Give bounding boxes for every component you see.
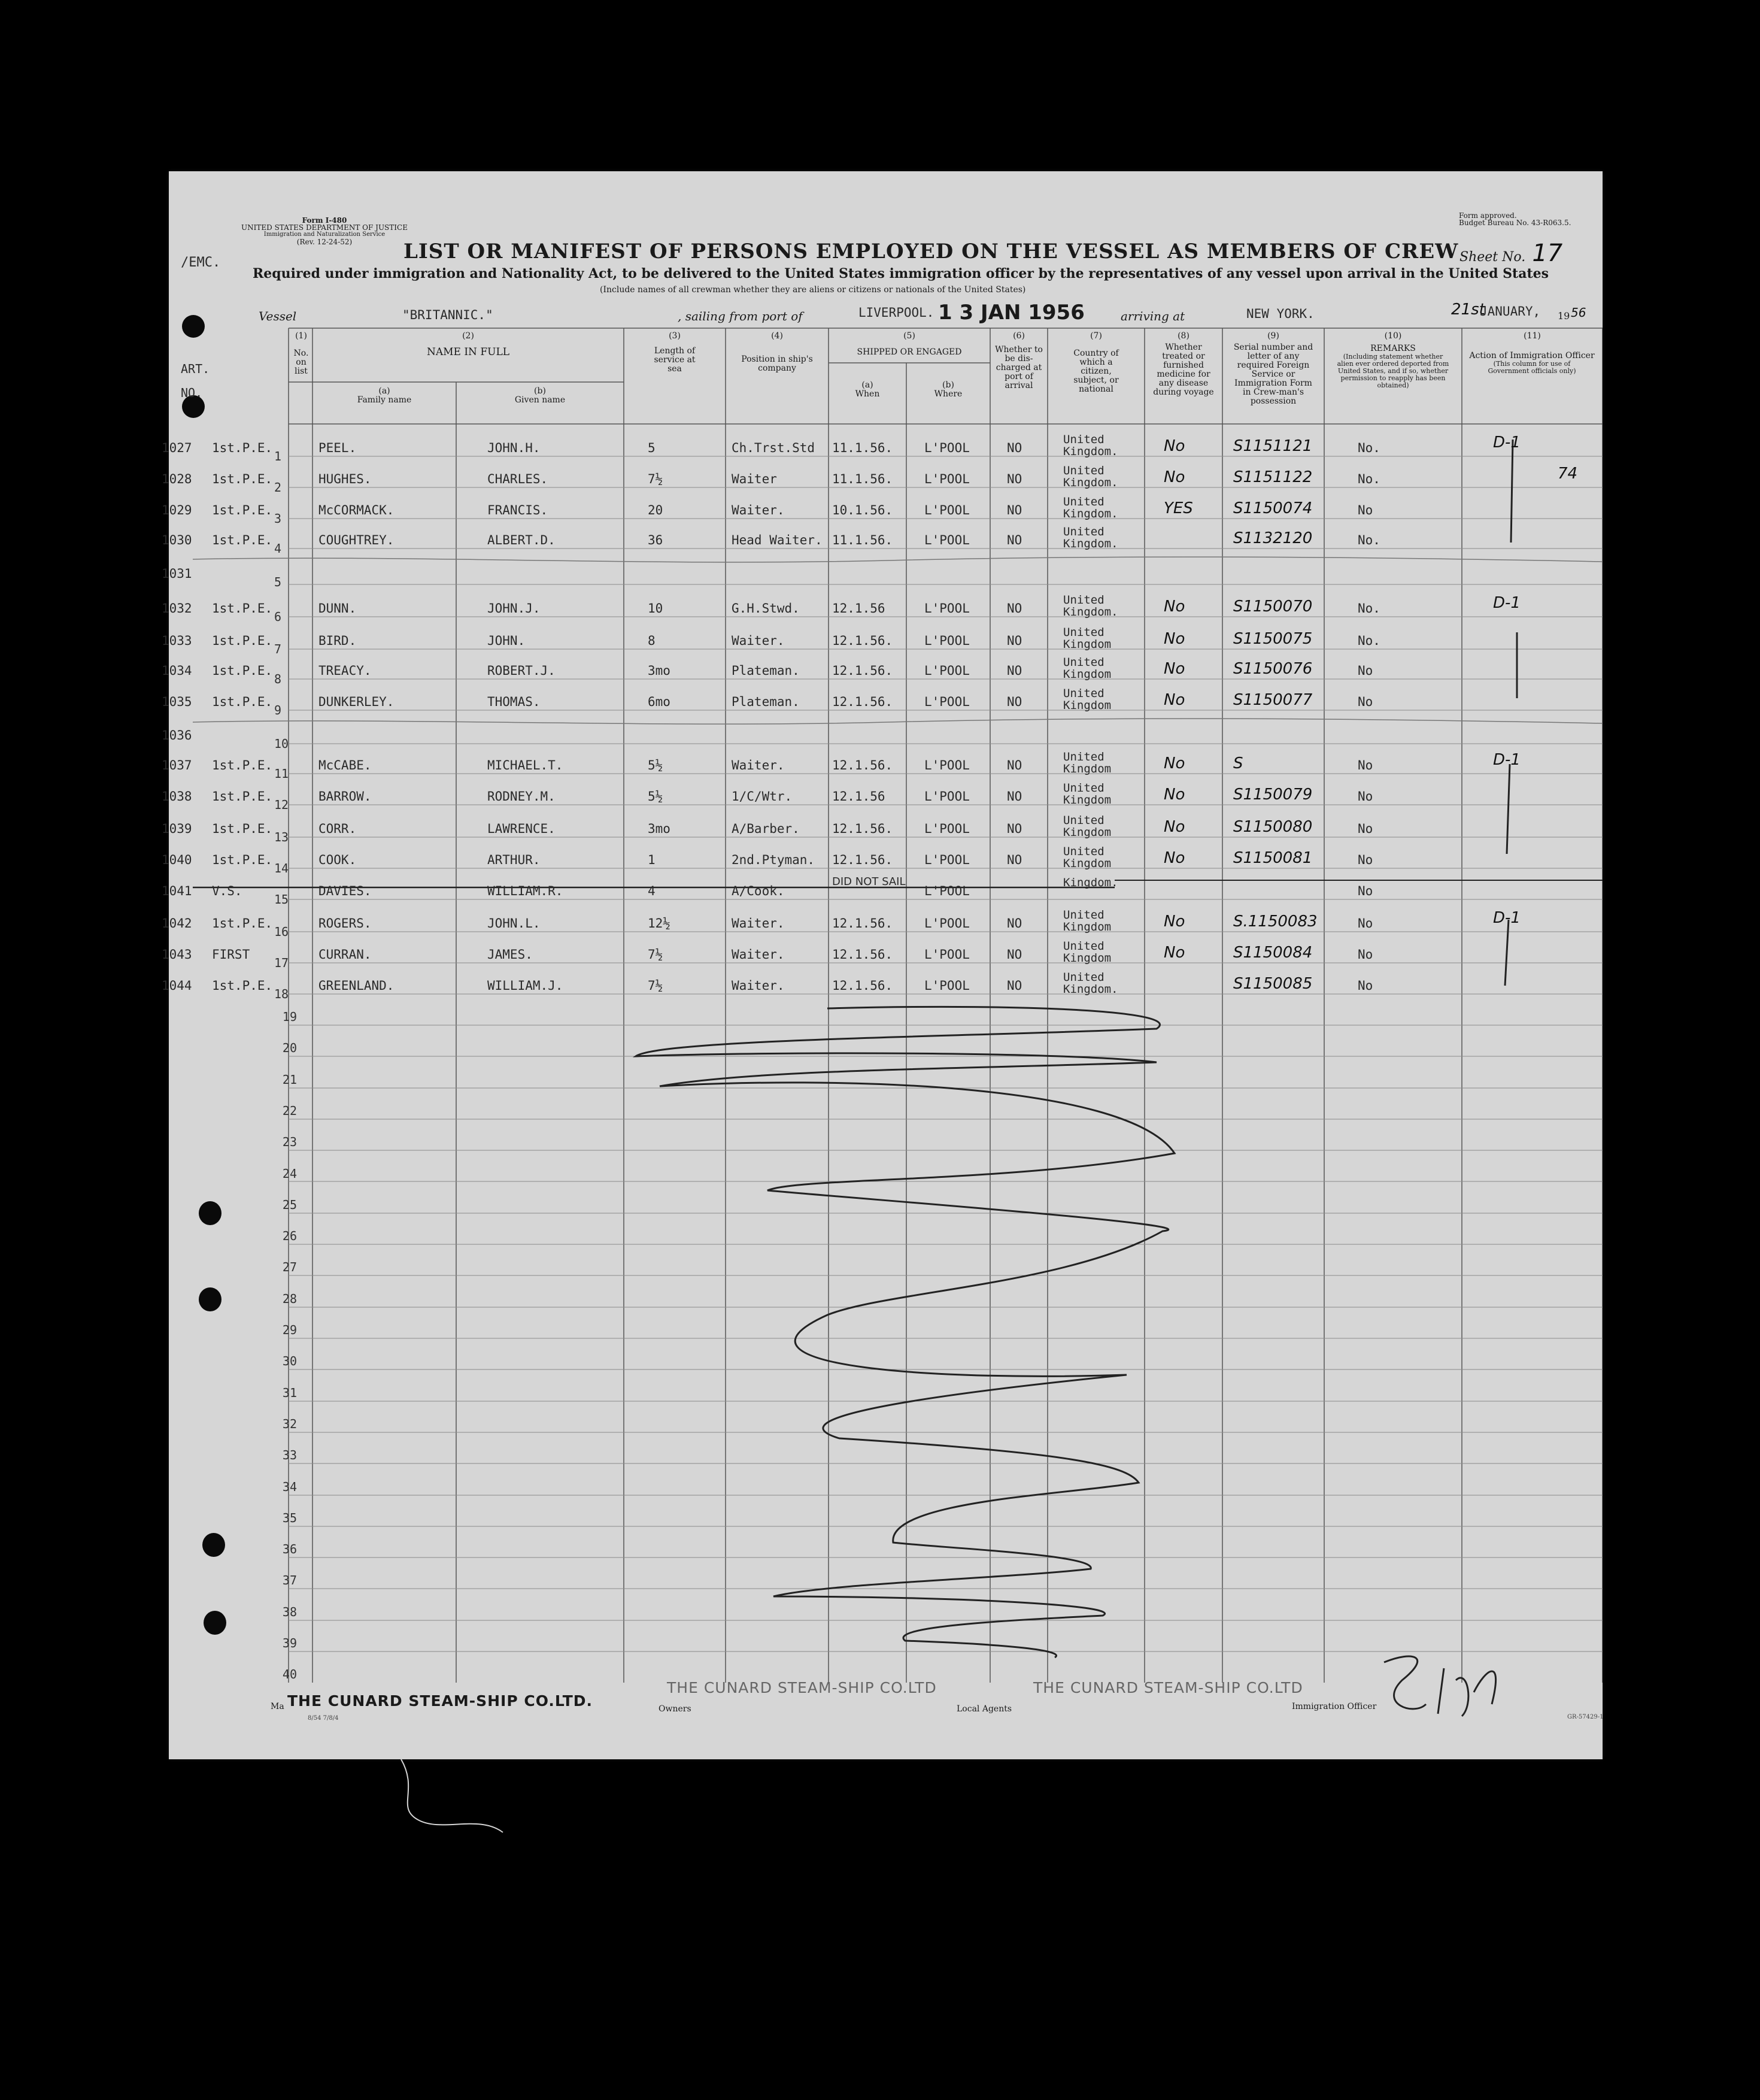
shipped-when: 11.1.56. (832, 472, 893, 486)
service-length: 10 (648, 601, 663, 616)
remarks: No (1358, 947, 1373, 962)
crew-class: 1st.P.E. (212, 533, 273, 547)
discharged-flag: NO (1007, 758, 1022, 772)
sheet-label: Sheet No. (1459, 250, 1526, 265)
art-number: 1036 (162, 728, 192, 743)
col7-header: (7) Country of which a citizen, subject, or national (1073, 331, 1119, 394)
shipped-when: 12.1.56. (832, 695, 893, 709)
serial-number: S1150085 (1233, 975, 1313, 993)
medicine-flag: No (1164, 786, 1185, 804)
service-length: 3mo (648, 663, 670, 678)
country: United Kingdom. (1063, 525, 1118, 550)
shipped-where: L'POOL (924, 822, 970, 836)
arrival-port: NEW YORK. (1246, 307, 1315, 321)
art-number: 1032 (162, 601, 192, 616)
list-number: 17 (274, 956, 289, 970)
given-name: FRANCIS. (487, 503, 548, 517)
empty-row-number: 35 (282, 1510, 297, 1525)
shipped-when: 10.1.56. (832, 503, 893, 517)
discharged-flag: NO (1007, 503, 1022, 517)
art-number: 1034 (162, 663, 192, 678)
service-length: 7½ (648, 978, 663, 993)
position: Head Waiter. (732, 533, 823, 547)
shipped-where: L'POOL (924, 758, 970, 772)
empty-row-number: 24 (282, 1166, 297, 1181)
medicine-flag: YES (1164, 499, 1193, 517)
country: United Kingdom. (1063, 464, 1118, 489)
family-name: GREENLAND. (318, 978, 395, 993)
agents-stamp: THE CUNARD STEAM-SHIP CO.LTD (1033, 1679, 1303, 1696)
service-length: 36 (648, 533, 663, 547)
crew-class: 1st.P.E. (212, 441, 273, 455)
empty-row-number: 21 (282, 1072, 297, 1087)
empty-row-number: 28 (282, 1291, 297, 1306)
serial-number: S1150081 (1233, 849, 1313, 867)
shipped-where: L'POOL (924, 441, 970, 455)
list-number: 2 (274, 480, 282, 495)
remarks: No (1358, 503, 1373, 517)
shipped-when: 12.1.56. (832, 947, 893, 962)
position: Waiter (732, 472, 777, 486)
discharged-flag: NO (1007, 822, 1022, 836)
col6-header: (6) Whether to be dis-charged at port of arrival (995, 331, 1043, 390)
list-number: 3 (274, 511, 282, 526)
family-name: McCABE. (318, 758, 372, 772)
shipped-where: L'POOL (924, 789, 970, 804)
given-name: MICHAEL.T. (487, 758, 563, 772)
empty-row-number: 26 (282, 1229, 297, 1244)
list-number: 6 (274, 610, 282, 624)
position: Plateman. (732, 695, 800, 709)
service-length: 8 (648, 634, 656, 648)
vessel-name: "BRITANNIC." (402, 308, 493, 322)
discharged-flag: NO (1007, 978, 1022, 993)
art-number: 1027 (162, 441, 192, 455)
shipped-where: L'POOL (924, 533, 970, 547)
empty-row-number: 33 (282, 1448, 297, 1463)
col3-header: (3) Length of service at sea (654, 331, 696, 374)
art-number: 1038 (162, 789, 192, 804)
country: United Kingdom (1063, 687, 1112, 712)
position: 1/C/Wtr. (732, 789, 793, 804)
shipped-when: DID NOT SAIL (832, 875, 906, 888)
family-name: COOK. (318, 853, 357, 867)
given-name: JOHN.H. (487, 441, 541, 455)
service-length: 20 (648, 503, 663, 517)
list-number: 15 (274, 892, 289, 907)
col5b-header: (b) Where (934, 380, 963, 399)
art-number: 1035 (162, 695, 192, 709)
list-number: 11 (274, 766, 289, 781)
remarks: No (1358, 695, 1373, 709)
discharged-flag: NO (1007, 634, 1022, 648)
family-name: DUNN. (318, 601, 357, 616)
master-prefix: Ma (271, 1702, 284, 1711)
discharged-flag: NO (1007, 533, 1022, 547)
family-name: CURRAN. (318, 947, 372, 962)
print-code-right: GR-57429-1 (1567, 1714, 1604, 1720)
country: United Kingdom (1063, 845, 1112, 870)
discharged-flag: NO (1007, 853, 1022, 867)
include-note: (Include names of all crewman whether they are aliens or citizens or nationals of the United States) (600, 285, 1026, 295)
position: Waiter. (732, 758, 785, 772)
manifest-grid (169, 171, 1603, 1759)
given-name: THOMAS. (487, 695, 541, 709)
shipped-where: L'POOL (924, 695, 970, 709)
art-number: 1029 (162, 503, 192, 517)
family-name: PEEL. (318, 441, 357, 455)
officer-mark: 74 (1558, 465, 1578, 483)
position: A/Cook. (732, 884, 785, 898)
list-number: 5 (274, 575, 282, 589)
crew-class: 1st.P.E. (212, 758, 273, 772)
given-name: RODNEY.M. (487, 789, 556, 804)
country: United Kingdom. (1063, 593, 1118, 619)
departure-port: LIVERPOOL. (858, 305, 934, 320)
crew-class: 1st.P.E. (212, 472, 273, 486)
col8-header: (8) Whether treated or furnished medicine for any disease during voyage (1153, 331, 1214, 397)
serial-number: S1150070 (1233, 598, 1313, 616)
crew-class: 1st.P.E. (212, 978, 273, 993)
shipped-when: 12.1.56. (832, 634, 893, 648)
remarks: No (1358, 916, 1373, 931)
serial-number: S1150075 (1233, 630, 1313, 648)
serial-number: S.1150083 (1233, 913, 1318, 931)
given-name: JOHN. (487, 634, 526, 648)
country: United Kingdom. (1063, 971, 1118, 996)
crew-class: 1st.P.E. (212, 916, 273, 931)
empty-row-number: 22 (282, 1103, 297, 1118)
given-name: WILLIAM.R. (487, 884, 563, 898)
shipped-where: L'POOL (924, 853, 970, 867)
crew-class: FIRST (212, 947, 250, 962)
given-name: WILLIAM.J. (487, 978, 563, 993)
manifest-sheet (162, 171, 1604, 1759)
service-length: 7½ (648, 947, 663, 962)
art-number: 1033 (162, 634, 192, 648)
col10-header: (10) REMARKS (Including statement whether alien ever ordered deported from United States, and if so, whether permission to reapply has been obtained) (1337, 331, 1449, 389)
family-name: HUGHES. (318, 472, 372, 486)
shipped-when: 12.1.56. (832, 822, 893, 836)
medicine-flag: No (1164, 468, 1185, 486)
crew-class: 1st.P.E. (212, 789, 273, 804)
voyage-line: Vessel "BRITANNIC." , sailing from port of LIVERPOOL. 1 3 JAN 1956 arriving at NEW YORK. 21st JANUARY, 19 56 (259, 301, 1586, 325)
country: United Kingdom. (1063, 495, 1118, 520)
arrival-year: 56 (1571, 305, 1586, 320)
medicine-flag: No (1164, 849, 1185, 867)
empty-row-number: 34 (282, 1479, 297, 1494)
shipped-when: 12.1.56. (832, 853, 893, 867)
officer-mark: D-1 (1493, 434, 1521, 451)
list-number: 8 (274, 672, 282, 686)
officer-signature (1420, 1728, 1421, 1729)
remarks: No. (1358, 533, 1380, 547)
serial-number: S1150074 (1233, 499, 1313, 517)
col1-header: (1) No. on list (293, 331, 309, 376)
remarks: No (1358, 789, 1373, 804)
family-name: BARROW. (318, 789, 372, 804)
medicine-flag: No (1164, 754, 1185, 772)
arrival-month: JANUARY, (1480, 304, 1541, 319)
given-name: ALBERT.D. (487, 533, 556, 547)
country: United Kingdom (1063, 626, 1112, 651)
crew-class: V.S. (212, 884, 242, 898)
date-stamp: 1 3 JAN 1956 (938, 301, 1085, 325)
shipped-when: 12.1.56. (832, 916, 893, 931)
shipped-where: L'POOL (924, 472, 970, 486)
medicine-flag: No (1164, 913, 1185, 931)
col2b-header: (b) Given name (514, 386, 566, 405)
country: Kingdom. (1063, 876, 1118, 889)
family-name: ROGERS. (318, 916, 372, 931)
list-number: 4 (274, 541, 282, 556)
cancellation-scribble (636, 1007, 1175, 1657)
discharged-flag: NO (1007, 472, 1022, 486)
remarks: No (1358, 663, 1373, 678)
col2-header: (2) NAME IN FULL (426, 331, 510, 358)
empty-row-number: 31 (282, 1385, 297, 1400)
remarks: No (1358, 853, 1373, 867)
crew-class: 1st.P.E. (212, 822, 273, 836)
col2a-header: (a) Family name (357, 386, 412, 405)
medicine-flag: No (1164, 598, 1185, 616)
list-number: 10 (274, 737, 289, 751)
owners-stamp: THE CUNARD STEAM-SHIP CO.LTD (667, 1679, 937, 1696)
col11-header: (11) Action of Immigration Officer (This column for use of Government officials only) (1469, 331, 1595, 375)
owners-label: Owners (659, 1704, 691, 1714)
position: 2nd.Ptyman. (732, 853, 815, 867)
shipped-when: 12.1.56. (832, 978, 893, 993)
given-name: CHARLES. (487, 472, 548, 486)
budget-approval: Form approved. Budget Bureau No. 43-R063.5. (1459, 211, 1571, 227)
crew-class: 1st.P.E. (212, 601, 273, 616)
family-name: McCORMACK. (318, 503, 395, 517)
sheet-value: 17 (1532, 240, 1563, 267)
serial-number: S1150084 (1233, 944, 1313, 962)
serial-number: S1150077 (1233, 691, 1313, 709)
discharged-flag: NO (1007, 601, 1022, 616)
art-number: 1041 (162, 884, 192, 898)
art-number: 1040 (162, 853, 192, 867)
service-length: 4 (648, 884, 656, 898)
position: Waiter. (732, 634, 785, 648)
position: Waiter. (732, 947, 785, 962)
empty-row-number: 32 (282, 1416, 297, 1431)
given-name: LAWRENCE. (487, 822, 556, 836)
art-number: 1030 (162, 533, 192, 547)
country: United Kingdom (1063, 908, 1112, 934)
position: Waiter. (732, 916, 785, 931)
given-name: JOHN.L. (487, 916, 541, 931)
service-length: 12½ (648, 916, 670, 931)
empty-row-number: 20 (282, 1041, 297, 1056)
position: Ch.Trst.Std (732, 441, 815, 455)
medicine-flag: No (1164, 630, 1185, 648)
service-length: 3mo (648, 822, 670, 836)
service-length: 7½ (648, 472, 663, 486)
officer-signature-stroke (1384, 1656, 1496, 1716)
col4-header: (4) Position in ship's company (741, 331, 813, 373)
col5-header: (5) SHIPPED OR ENGAGED (857, 331, 962, 357)
list-number: 12 (274, 798, 289, 812)
medicine-flag: No (1164, 437, 1185, 455)
family-name: TREACY. (318, 663, 372, 678)
service-length: 6mo (648, 695, 670, 709)
discharged-flag: NO (1007, 789, 1022, 804)
remarks: No (1358, 978, 1373, 993)
art-number: 1039 (162, 822, 192, 836)
remarks: No (1358, 822, 1373, 836)
position: Waiter. (732, 503, 785, 517)
serial-number: S1151122 (1233, 468, 1313, 486)
discharged-flag: NO (1007, 947, 1022, 962)
empty-row-number: 29 (282, 1323, 297, 1337)
given-name: ROBERT.J. (487, 663, 556, 678)
family-name: COUGHTREY. (318, 533, 395, 547)
officer-mark: D-1 (1493, 751, 1521, 769)
list-number: 1 (274, 449, 282, 463)
remarks: No. (1358, 634, 1380, 648)
col5a-header: (a) When (855, 380, 880, 399)
serial-number: S1150080 (1233, 818, 1313, 836)
serial-number: S1150079 (1233, 786, 1313, 804)
shipped-where: L'POOL (924, 884, 970, 898)
empty-row-number: 39 (282, 1636, 297, 1650)
medicine-flag: No (1164, 691, 1185, 709)
master-stamp: THE CUNARD STEAM-SHIP CO.LTD. (287, 1692, 593, 1710)
shipped-where: L'POOL (924, 601, 970, 616)
officer-label: Immigration Officer (1292, 1702, 1377, 1711)
remarks: No (1358, 884, 1373, 898)
family-name: CORR. (318, 822, 357, 836)
arrival-day: 21st (1451, 301, 1485, 319)
empty-row-number: 19 (282, 1010, 297, 1024)
art-number: 1042 (162, 916, 192, 931)
country: United Kingdom (1063, 750, 1112, 775)
list-number: 7 (274, 642, 282, 656)
remarks: No (1358, 758, 1373, 772)
medicine-flag: No (1164, 660, 1185, 678)
position: Plateman. (732, 663, 800, 678)
empty-row-number: 40 (282, 1667, 297, 1682)
crew-class: 1st.P.E. (212, 634, 273, 648)
remarks: No. (1358, 601, 1380, 616)
agents-label: Local Agents (957, 1704, 1012, 1714)
shipped-where: L'POOL (924, 503, 970, 517)
serial-number: S1151121 (1233, 437, 1313, 455)
list-number: 9 (274, 703, 282, 717)
discharged-flag: NO (1007, 916, 1022, 931)
art-number: 1037 (162, 758, 192, 772)
list-number: 14 (274, 861, 289, 875)
crew-class: 1st.P.E. (212, 503, 273, 517)
shipped-when: 11.1.56. (832, 441, 893, 455)
print-code-left: 8/54 7/8/4 (308, 1715, 339, 1722)
discharged-flag: NO (1007, 441, 1022, 455)
list-number: 18 (274, 987, 289, 1001)
family-name: BIRD. (318, 634, 357, 648)
given-name: ARTHUR. (487, 853, 541, 867)
art-header: ART. NO. (181, 362, 210, 400)
empty-row-number: 36 (282, 1542, 297, 1557)
shipped-when: 12.1.56. (832, 663, 893, 678)
art-number: 1044 (162, 978, 192, 993)
medicine-flag: No (1164, 944, 1185, 962)
family-name: DUNKERLEY. (318, 695, 395, 709)
list-number: 13 (274, 830, 289, 844)
col9-header: (9) Serial number and letter of any required Foreign Service or Immigration Form in Crew-man's possession (1233, 331, 1313, 406)
remarks: No. (1358, 441, 1380, 455)
shipped-where: L'POOL (924, 947, 970, 962)
family-name: DAVIES. (318, 884, 372, 898)
serial-number: S1132120 (1233, 529, 1313, 547)
country: United Kingdom (1063, 781, 1112, 807)
given-name: JOHN.J. (487, 601, 541, 616)
medicine-flag: No (1164, 818, 1185, 836)
country: United Kingdom (1063, 940, 1112, 965)
crew-class: 1st.P.E. (212, 695, 273, 709)
shipped-when: 11.1.56. (832, 533, 893, 547)
service-length: 1 (648, 853, 656, 867)
position: A/Barber. (732, 822, 800, 836)
service-length: 5 (648, 441, 656, 455)
empty-row-number: 37 (282, 1573, 297, 1588)
art-number: 1028 (162, 472, 192, 486)
serial-number: S (1233, 754, 1243, 772)
list-number: 16 (274, 925, 289, 939)
given-name: JAMES. (487, 947, 533, 962)
shipped-when: 12.1.56 (832, 601, 885, 616)
discharged-flag: NO (1007, 695, 1022, 709)
crew-class: 1st.P.E. (212, 853, 273, 867)
empty-row-number: 38 (282, 1604, 297, 1619)
empty-row-number: 30 (282, 1354, 297, 1369)
remarks: No. (1358, 472, 1380, 486)
position: Waiter. (732, 978, 785, 993)
empty-row-number: 27 (282, 1260, 297, 1275)
subtitle: Required under immigration and Nationality Act, to be delivered to the United States immigration officer by the representatives of any vessel upon arrival in the United States (253, 266, 1549, 281)
officer-mark: D-1 (1493, 594, 1521, 612)
country: United Kingdom. (1063, 433, 1118, 458)
shipped-where: L'POOL (924, 916, 970, 931)
shipped-where: L'POOL (924, 663, 970, 678)
crew-class: 1st.P.E. (212, 663, 273, 678)
empty-row-number: 25 (282, 1197, 297, 1212)
service-length: 5½ (648, 789, 663, 804)
shipped-when: 12.1.56. (832, 758, 893, 772)
shipped-where: L'POOL (924, 978, 970, 993)
serial-number: S1150076 (1233, 660, 1313, 678)
art-number: 1043 (162, 947, 192, 962)
art-number: 1031 (162, 566, 192, 581)
discharged-flag: NO (1007, 663, 1022, 678)
officer-mark: D-1 (1493, 909, 1521, 927)
page-title: LIST OR MANIFEST OF PERSONS EMPLOYED ON THE VESSEL AS MEMBERS OF CREW (403, 240, 1459, 263)
service-length: 5½ (648, 758, 663, 772)
shipped-when: 12.1.56 (832, 789, 885, 804)
empty-row-number: 23 (282, 1135, 297, 1150)
form-identifier: Form I-480 UNITED STATES DEPARTMENT OF JUSTICE Immigration and Naturalization Service (Rev. 12-24-52) (241, 216, 408, 246)
position: G.H.Stwd. (732, 601, 800, 616)
left-margin-code: /EMC. (181, 255, 221, 270)
country: United Kingdom (1063, 656, 1112, 681)
shipped-where: L'POOL (924, 634, 970, 648)
country: United Kingdom (1063, 814, 1112, 839)
